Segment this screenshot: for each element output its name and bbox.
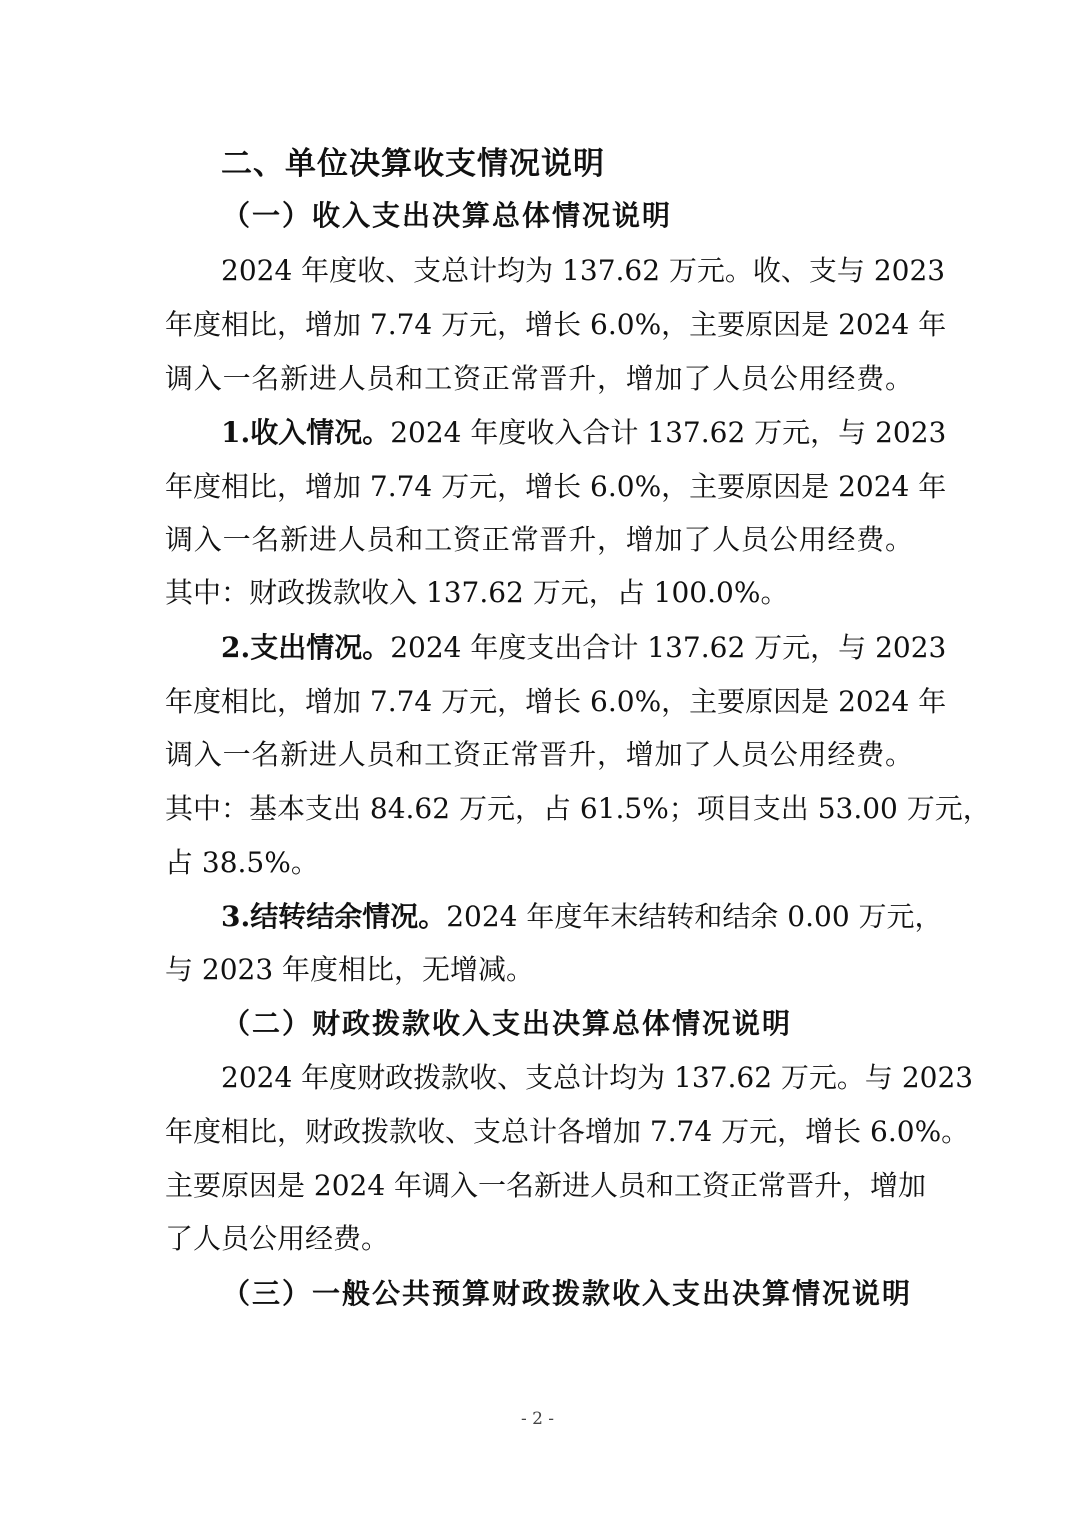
- page-number: - 2 -: [520, 1409, 555, 1429]
- carryover-first-line: [221, 899, 943, 935]
- paragraph-line: 年度相比，增加 7.74 万元，增长 6.0%，主要原因是 2024 年: [165, 308, 947, 341]
- paragraph-line: 其中：财政拨款收入 137.62 万元，占 100.0%。: [165, 576, 789, 609]
- paragraph-line: 与 2023 年度相比，无增减。: [165, 953, 535, 986]
- paragraph-line: 2024 年度收、支总计均为 137.62 万元。收、支与 2023: [221, 254, 946, 287]
- paragraph-line: 2024 年度财政拨款收、支总计均为 137.62 万元。与 2023: [221, 1061, 974, 1094]
- expenditure-first-line: [221, 630, 947, 666]
- paragraph-line: 年度相比，增加 7.74 万元，增长 6.0%，主要原因是 2024 年: [165, 470, 947, 503]
- paragraph-line: 了人员公用经费。: [165, 1222, 390, 1255]
- expenditure-label: 2.支出情况。: [221, 631, 391, 664]
- paragraph-line: 年度相比，增加 7.74 万元，增长 6.0%，主要原因是 2024 年: [165, 685, 947, 718]
- subsection-3-heading: （三）一般公共预算财政拨款收入支出决算情况说明: [222, 1277, 913, 1310]
- subsection-1-heading: （一）收入支出决算总体情况说明: [222, 199, 673, 232]
- paragraph-line: 年度相比，财政拨款收、支总计各增加 7.74 万元，增长 6.0%。: [165, 1115, 970, 1148]
- paragraph-line: 2024 年度收入合计 137.62 万元，与 2023: [390, 416, 947, 449]
- paragraph-line: 调入一名新进人员和工资正常晋升，增加了人员公用经费。: [165, 362, 913, 395]
- paragraph-line: 占 38.5%。: [165, 846, 319, 879]
- paragraph-line: 2024 年度年末结转和结余 0.00 万元，: [446, 900, 943, 933]
- income-label: 1.收入情况。: [221, 416, 391, 449]
- paragraph-line: 调入一名新进人员和工资正常晋升，增加了人员公用经费。: [165, 523, 913, 556]
- paragraph-line: 主要原因是 2024 年调入一名新进人员和工资正常晋升，增加: [165, 1169, 927, 1202]
- income-first-line: [221, 415, 947, 451]
- paragraph-line: 2024 年度支出合计 137.62 万元，与 2023: [390, 631, 947, 664]
- paragraph-line: 其中：基本支出 84.62 万元，占 61.5%；项目支出 53.00 万元，: [165, 792, 991, 825]
- paragraph-line: 调入一名新进人员和工资正常晋升，增加了人员公用经费。: [165, 738, 913, 771]
- subsection-2-heading: （二）财政拨款收入支出决算总体情况说明: [222, 1007, 793, 1040]
- carryover-label: 3.结转结余情况。: [221, 900, 447, 933]
- section-title: 二、单位决算收支情况说明: [221, 146, 605, 182]
